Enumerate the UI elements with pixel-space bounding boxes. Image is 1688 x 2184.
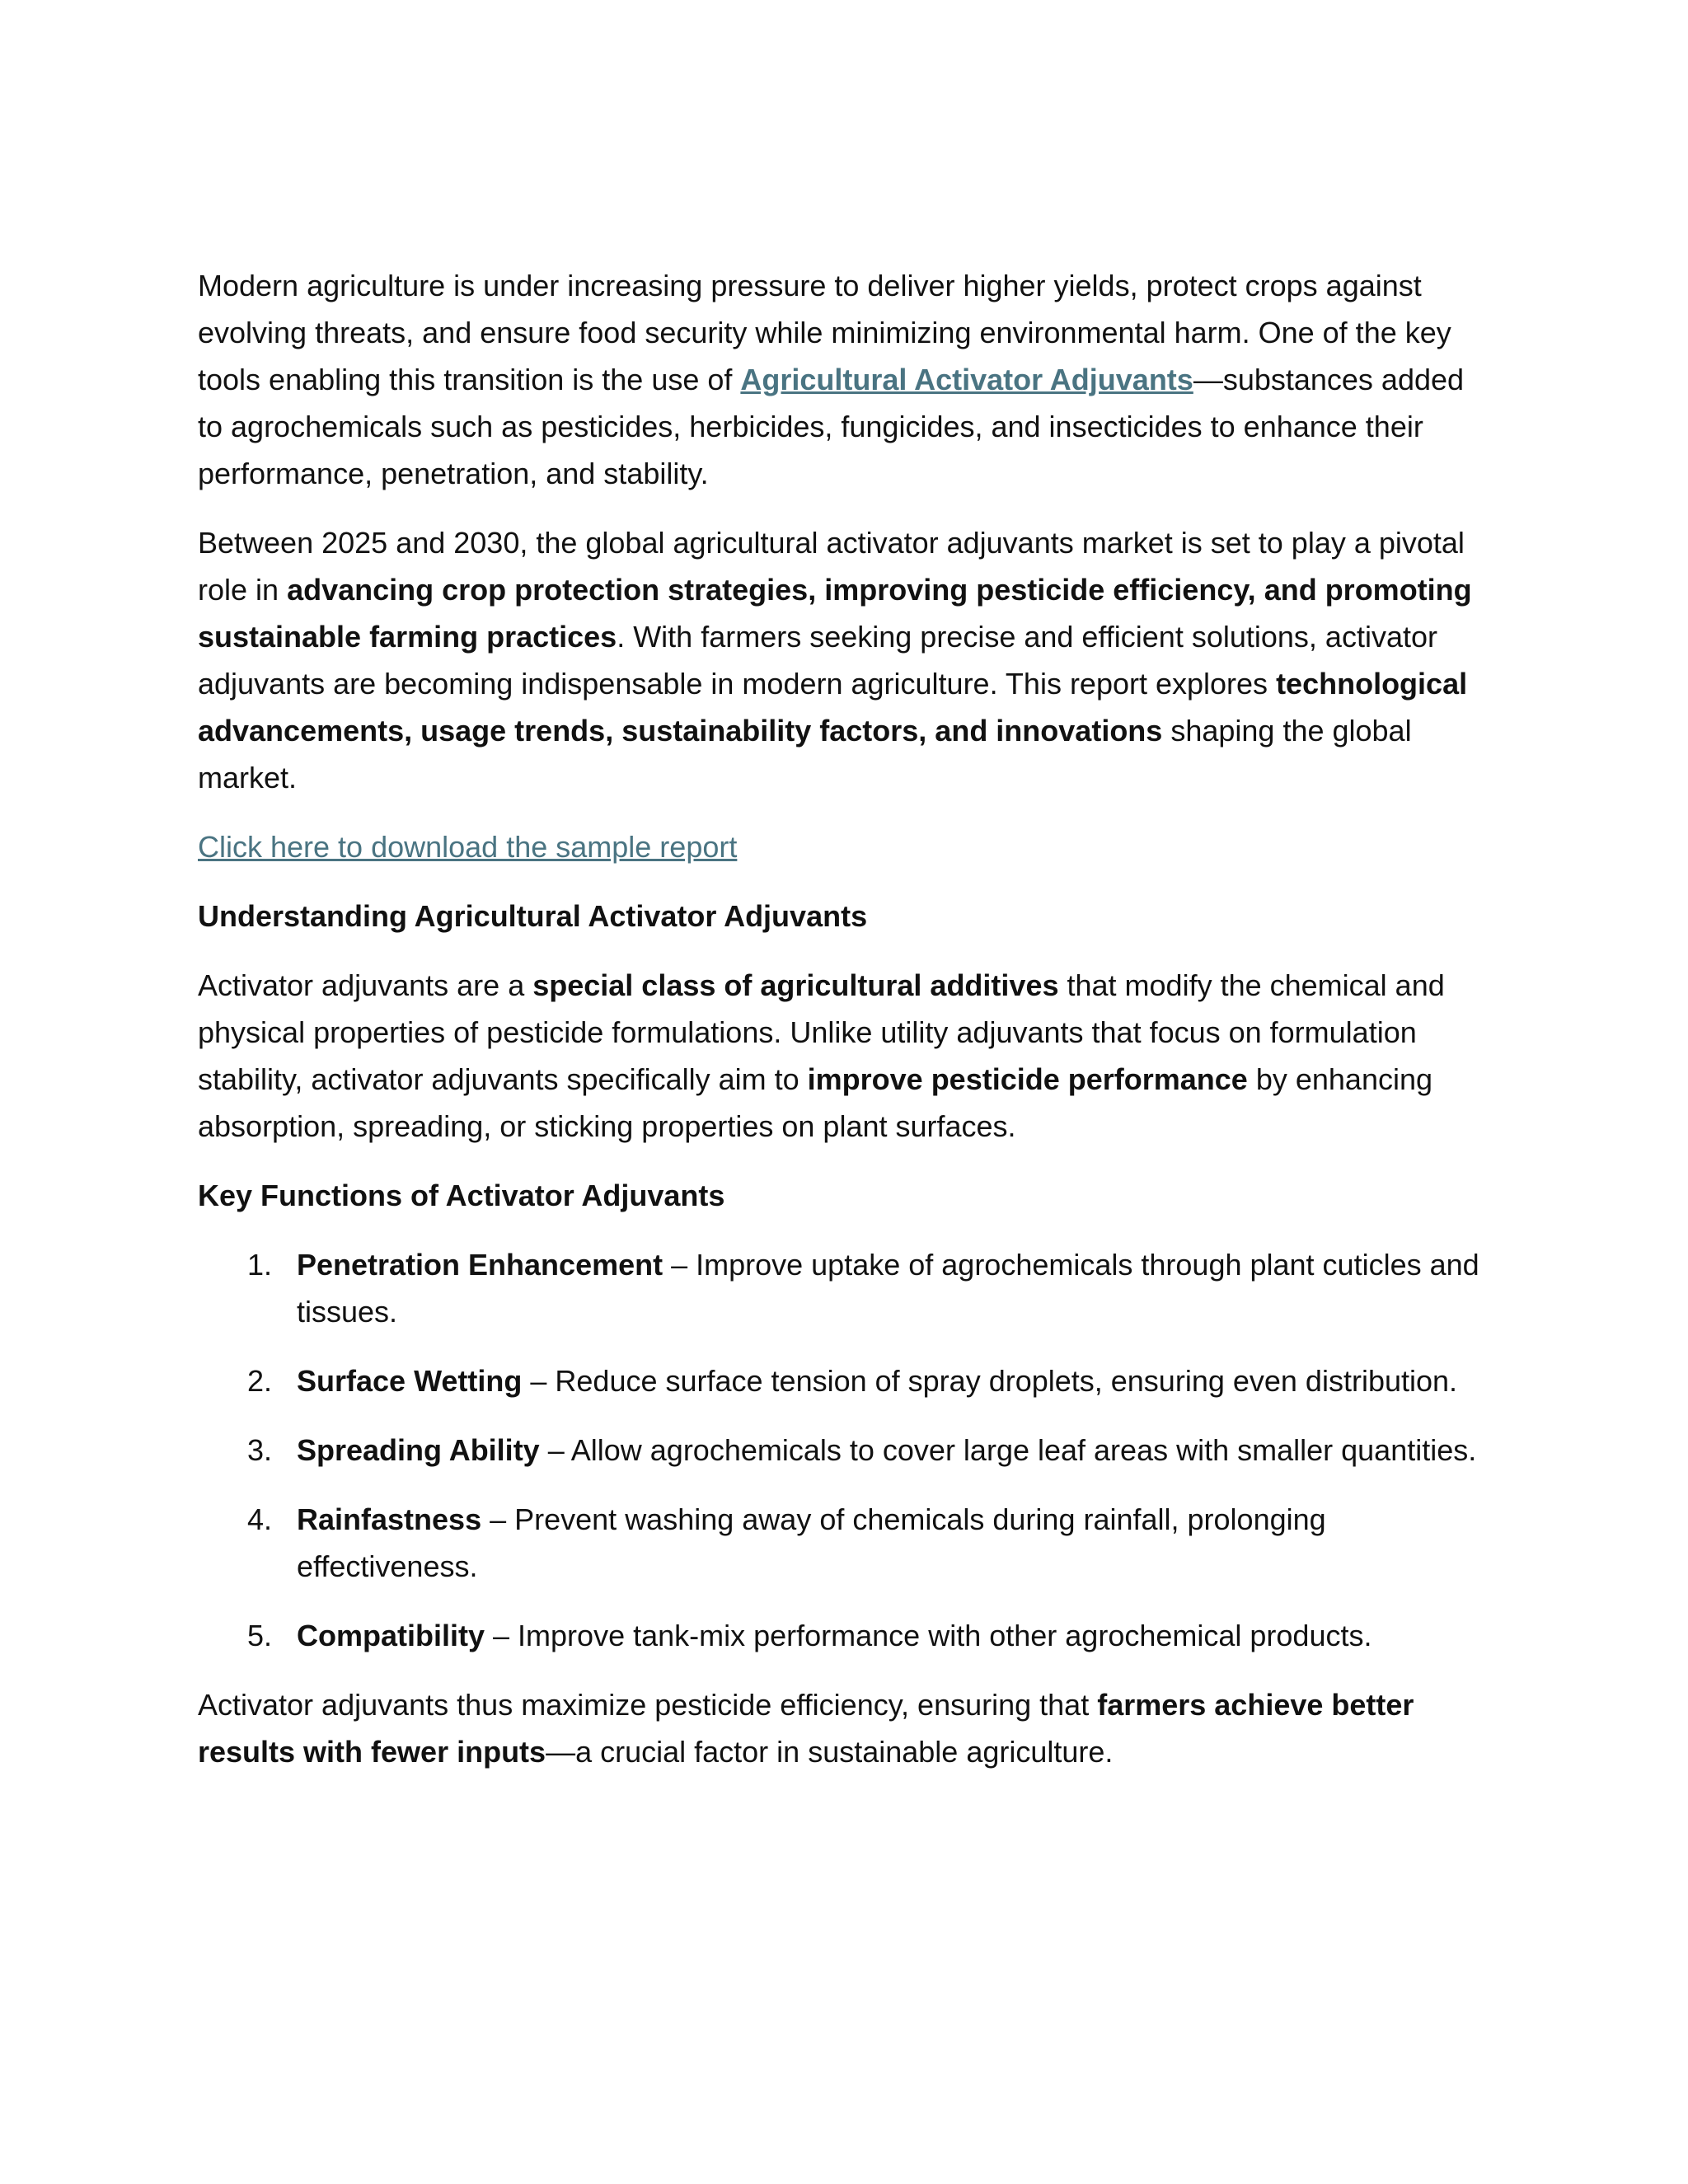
paragraph-text: shaping the global market. (198, 714, 1412, 794)
paragraph-text: Activator adjuvants are a (198, 968, 533, 1002)
list-item (198, 1612, 1492, 1659)
paragraph-text: Between 2025 and 2030, the global agricultural activator adjuvants market is set to play a pivotal role in (198, 526, 1465, 607)
understanding-heading: Understanding Agricultural Activator Adjuvants (198, 899, 868, 933)
list-item-title: Penetration Enhancement (297, 1248, 663, 1282)
agricultural-activator-adjuvants-link[interactable]: Agricultural Activator Adjuvants (740, 363, 1193, 396)
list-item-title: Compatibility (297, 1619, 485, 1652)
list-item-text: – Reduce surface tension of spray droplets, ensuring even distribution. (522, 1364, 1458, 1398)
intro-paragraph-2 (198, 519, 1492, 801)
list-item (198, 1496, 1492, 1590)
list-item-text: – Improve tank-mix performance with other agrochemical products. (485, 1619, 1372, 1652)
intro-paragraph-1 (198, 262, 1492, 497)
bold-text: special class of agricultural additives (532, 968, 1059, 1002)
key-functions-heading: Key Functions of Activator Adjuvants (198, 1179, 725, 1212)
list-item-title: Surface Wetting (297, 1364, 523, 1398)
paragraph-text: by enhancing absorption, spreading, or sticking properties on plant surfaces. (198, 1062, 1433, 1143)
list-number: 5. (247, 1619, 273, 1652)
paragraph-text: —a crucial factor in sustainable agriculture. (546, 1735, 1114, 1769)
conclusion-paragraph (198, 1681, 1492, 1775)
list-number: 1. (247, 1248, 273, 1282)
list-number: 4. (247, 1502, 273, 1536)
list-item-text: – Allow agrochemicals to cover large leaf areas with smaller quantities. (539, 1433, 1477, 1467)
document-body (198, 262, 1492, 1797)
list-number: 3. (247, 1433, 273, 1467)
intro-text: Modern agriculture is under increasing pressure to deliver higher yields, protect crops against evolving threats, and ensure food security while minimizing environmental harm. One of the key tools enabling this transition is the use of (198, 269, 1451, 396)
paragraph-text: that modify the chemical and physical properties of pesticide formulations. Unlike utility adjuvants that focus on formulation stability, activator adjuvants specifically aim to (198, 968, 1445, 1096)
paragraph-text: . With farmers seeking precise and efficient solutions, activator adjuvants are becoming indispensable in modern agriculture. This report explores (198, 620, 1437, 701)
list-item-text: – Prevent washing away of chemicals during rainfall, prolonging effectiveness. (297, 1502, 1326, 1583)
understanding-paragraph (198, 962, 1492, 1150)
bold-text: farmers achieve better results with fewer inputs (198, 1688, 1414, 1769)
download-paragraph (198, 823, 1492, 870)
list-item-text: – Improve uptake of agrochemicals through plant cuticles and tissues. (297, 1248, 1479, 1329)
intro-text-continued: —substances added to agrochemicals such as pesticides, herbicides, fungicides, and insecticides to enhance their performance, penetration, and stability. (198, 363, 1465, 490)
list-item-title: Rainfastness (297, 1502, 482, 1536)
list-item-title: Spreading Ability (297, 1433, 540, 1467)
list-item (198, 1241, 1492, 1335)
bold-text: improve pesticide performance (807, 1062, 1248, 1096)
list-item (198, 1357, 1492, 1404)
paragraph-text: Activator adjuvants thus maximize pesticide efficiency, ensuring that (198, 1688, 1098, 1722)
list-number: 2. (247, 1364, 273, 1398)
key-functions-list (198, 1241, 1492, 1659)
download-sample-report-link[interactable]: Click here to download the sample report (198, 830, 738, 864)
bold-text: technological advancements, usage trends, sustainability factors, and innovations (198, 667, 1468, 748)
bold-text: advancing crop protection strategies, improving pesticide efficiency, and promoting sustainable farming practices (198, 573, 1472, 654)
list-item (198, 1427, 1492, 1474)
